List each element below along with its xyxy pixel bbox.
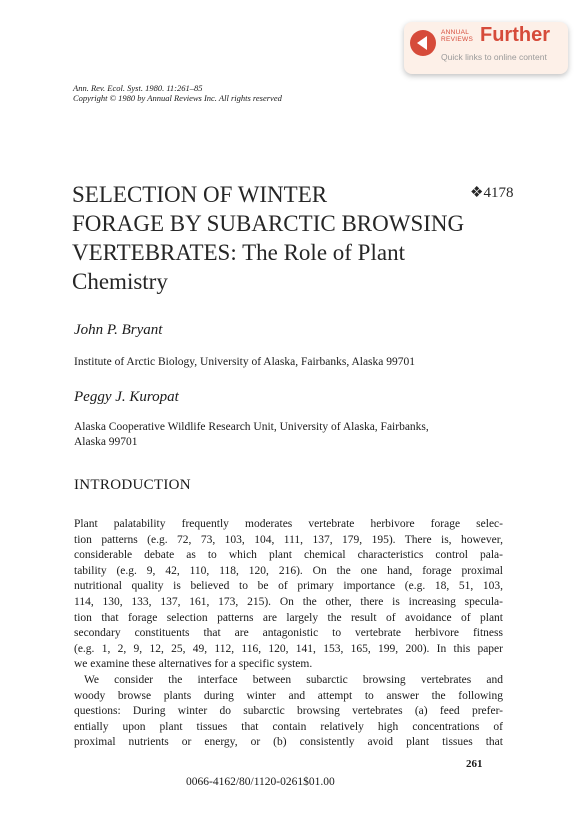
- badge-brand-line2: REVIEWS: [441, 36, 474, 43]
- title-line: VERTEBRATES: The Role of Plant: [72, 240, 405, 265]
- body-line: (e.g. 1, 2, 9, 12, 25, 49, 112, 116, 120, 141, 153, 165, 199, 200). In this paper: [74, 642, 503, 655]
- title-line: FORAGE BY SUBARCTIC BROWSING: [72, 211, 465, 236]
- body-line: entially upon plant tissues that contain relatively high concentrations of: [74, 720, 503, 733]
- body-line: tion patterns (e.g. 72, 73, 103, 104, 111, 137, 179, 195). There is, however,: [74, 533, 503, 546]
- badge-further-word: Further: [480, 24, 550, 46]
- affiliation-line: Alaska Cooperative Wildlife Research Unit, University of Alaska, Fairbanks,: [74, 421, 429, 433]
- doi-code: 0066-4162/80/1120-0261$01.00: [186, 776, 335, 788]
- annual-reviews-logo-icon: [410, 30, 436, 56]
- title-line: Chemistry: [72, 269, 168, 294]
- title-line: SELECTION OF WINTER: [72, 182, 328, 207]
- affiliation-line: Institute of Arctic Biology, University of Alaska, Fairbanks, Alaska 99701: [74, 356, 416, 368]
- author-affiliation-1: [74, 355, 494, 370]
- body-line: tability (e.g. 9, 42, 110, 118, 120, 216). On the one hand, forage proximal: [74, 564, 503, 577]
- body-line: questions: During winter do subarctic browsing vertebrates (a) feed prefer-: [74, 705, 503, 718]
- badge-brand: [441, 29, 473, 43]
- journal-line-1: Ann. Rev. Ecol. Syst. 1980. 11:261–85: [73, 83, 203, 93]
- page-number: 261: [466, 758, 483, 770]
- author-name-2: Peggy J. Kuropat: [74, 389, 179, 405]
- body-line: Plant palatability frequently moderates vertebrate herbivore forage selec-: [74, 518, 503, 530]
- section-heading: INTRODUCTION: [74, 477, 191, 493]
- body-line: considerable debate as to which plant chemical characteristics control pala-: [74, 549, 503, 562]
- body-line: woody browse plants during winter and attempt to answer the following: [74, 689, 503, 702]
- body-line: nutritional quality is believed to be of primary importance (e.g. 18, 51, 103,: [74, 580, 503, 593]
- badge-brand-line1: ANNUAL: [441, 29, 470, 36]
- body-line: proximal nutrients or energy, or (b) consistently avoid plant tissues that: [74, 736, 503, 749]
- body-line: secondary constituents that are antagonistic to vertebrate herbivore fitness: [74, 627, 503, 640]
- journal-line-2: Copyright © 1980 by Annual Reviews Inc. All rights reserved: [73, 93, 282, 103]
- annual-reviews-further-badge[interactable]: [404, 22, 568, 74]
- author-affiliation-2: [74, 420, 494, 450]
- article-title: [72, 180, 512, 296]
- badge-subtitle: Quick links to online content: [441, 52, 547, 62]
- body-line: We consider the interface between subarctic browsing vertebrates and: [84, 673, 503, 686]
- affiliation-line: Alaska 99701: [74, 436, 138, 448]
- body-line: tion that forage selection patterns are largely the result of avoidance of plant: [74, 611, 503, 624]
- reference-number: ❖4178: [470, 185, 514, 201]
- body-line: 114, 130, 133, 137, 161, 173, 215). On the other, there is increasing specula-: [74, 595, 503, 608]
- author-name-1: John P. Bryant: [74, 322, 163, 338]
- journal-citation: [73, 83, 282, 103]
- body-line: we examine these alternatives for a specific system.: [74, 658, 313, 671]
- body-text: [74, 517, 503, 751]
